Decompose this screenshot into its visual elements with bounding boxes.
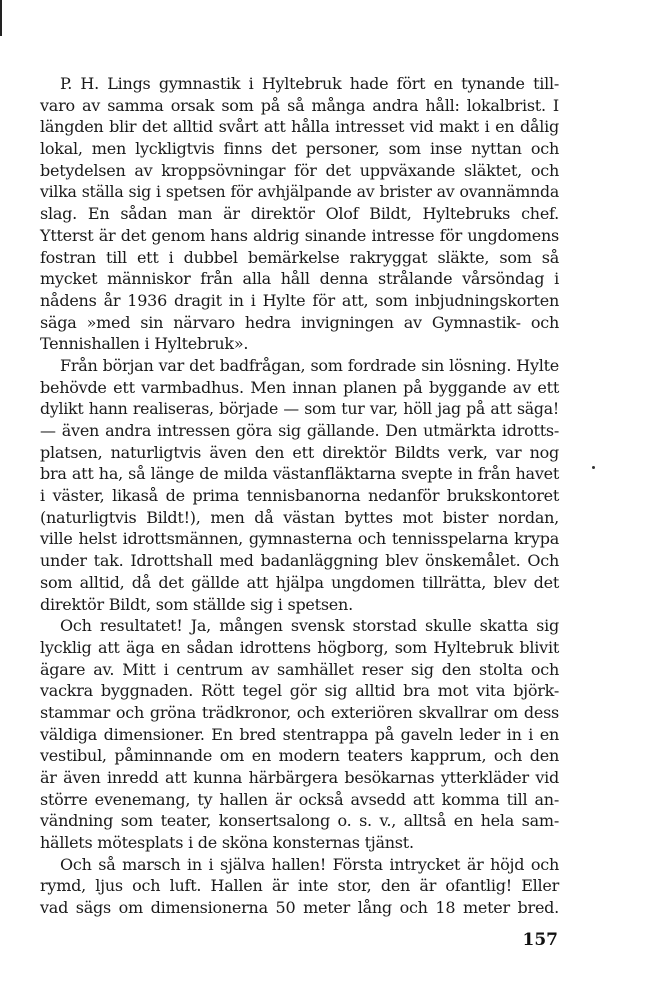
text-line: dylikt hann realiseras, började — som tur var, höll jag på att säga! — [40, 399, 559, 419]
text-line: Tennishallen i Hyltebruk». — [40, 334, 249, 354]
text-line: lokal, men lyckligtvis finns det personer, som inse nyttan och — [40, 139, 559, 159]
text-line: — även andra intressen göra sig gällande. Den utmärkta idrotts- — [40, 421, 559, 440]
text-line: som alltid, då det gällde att hjälpa ungdomen tillrätta, blev det — [40, 572, 559, 592]
text-line: P. H. Lings gymnastik i Hyltebruk hade fört en tynande till- — [60, 74, 559, 93]
text-line: i väster, likaså de prima tennisbanorna nedanför brukskontoret — [40, 486, 559, 506]
page-edge-mark — [0, 0, 2, 36]
text-line: ville helst idrottsmännen, gymnasterna och tennisspelarna krypa — [40, 529, 559, 549]
text-line: är även inredd att kunna härbärgera besökarnas ytterkläder vid — [40, 768, 559, 787]
text-line: mycket människor från alla håll denna strålande vårsöndag i — [40, 269, 559, 289]
text-line: platsen, naturligtvis även den ett direktör Bildts verk, var nog — [40, 442, 559, 462]
text-line: Från början var det badfrågan, som fordrade sin lösning. Hylte — [60, 355, 559, 375]
text-line: längden blir det alltid svårt att hålla intresset vid makt i en dålig — [40, 117, 559, 137]
text-line: direktör Bildt, som ställde sig i spetsen. — [40, 594, 353, 614]
text-line: Och resultatet! Ja, mången svensk storstad skulle skatta sig — [60, 616, 559, 636]
text-line: stammar och gröna trädkronor, och exteriören skvallrar om dess — [40, 702, 559, 722]
text-line: lycklig att äga en sådan idrottens högborg, som Hyltebruk blivit — [40, 637, 559, 657]
text-line: bra att ha, så länge de milda västanfläktarna svepte in från havet — [40, 464, 559, 484]
text-line: under tak. Idrottshall med badanläggning blev önskemålet. Och — [40, 551, 559, 571]
text-line: rymd, ljus och luft. Hallen är inte stor, den är ofantlig! Eller — [40, 876, 559, 896]
text-line: vad sägs om dimensionerna 50 meter lång och 18 meter bred. — [40, 898, 559, 918]
text-line: vackra byggnaden. Rött tegel gör sig alltid bra mot vita björk- — [40, 681, 559, 701]
text-line: Och så marsch in i själva hallen! Första intrycket är höjd och — [60, 854, 559, 874]
text-line: (naturligtvis Bildt!), men då västan byttes mot bister nordan, — [40, 507, 559, 527]
text-line: varo av samma orsak som på så många andra håll: lokalbrist. I — [40, 95, 559, 115]
body-text — [40, 73, 559, 919]
text-line: säga »med sin närvaro hedra invigningen av Gymnastik- och — [40, 312, 559, 332]
text-line: behövde ett varmbadhus. Men innan planen på byggande av ett — [40, 377, 559, 397]
text-line: vilka ställa sig i spetsen för avhjälpande av brister av ovannämnda — [40, 182, 559, 202]
text-line: ägare av. Mitt i centrum av samhället reser sig den stolta och — [40, 659, 559, 679]
text-line: vestibul, påminnande om en modern teaters kapprum, och den — [40, 746, 559, 766]
text-line: vändning som teater, konsertsalong o. s. v., alltså en hela sam- — [40, 811, 559, 831]
text-line: väldiga dimensioner. En bred stentrappa på gaveln leder in i en — [40, 724, 559, 744]
text-line: betydelsen av kroppsövningar för det uppväxande släktet, och — [40, 160, 559, 180]
stray-dot-mark — [592, 466, 595, 469]
page-number: 157 — [522, 930, 558, 950]
text-line: fostran till ett i dubbel bemärkelse rakryggat släkte, som så — [40, 247, 559, 267]
text-line: slag. En sådan man är direktör Olof Bildt, Hyltebruks chef. — [40, 204, 559, 224]
text-line: hällets mötesplats i de sköna konsternas tjänst. — [40, 833, 414, 853]
text-line: nådens år 1936 dragit in i Hylte för att, som inbjudningskorten — [40, 290, 559, 310]
text-line: Ytterst är det genom hans aldrig sinande intresse för ungdomens — [40, 225, 559, 245]
text-line: större evenemang, ty hallen är också avsedd att komma till an- — [40, 789, 559, 809]
